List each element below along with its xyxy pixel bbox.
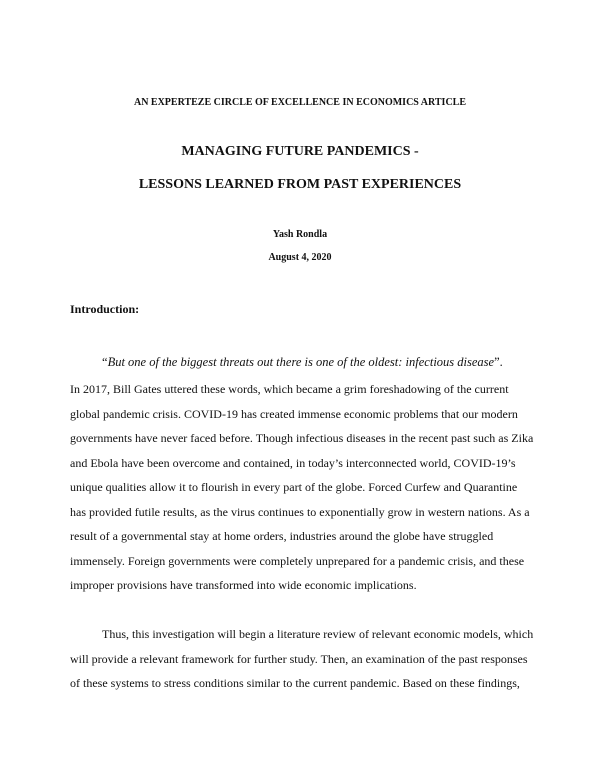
title-line-2: LESSONS LEARNED FROM PAST EXPERIENCES <box>138 177 462 192</box>
paragraph-text: Thus, this investigation will begin a literature review of relevant economic models, which will provide a relevant framework for further study. Then, an examination of the past responses of these systems to stress conditions similar to the current pandemic. Based on these findings, <box>70 627 534 690</box>
section-heading: Introduction: <box>70 302 140 316</box>
paragraph-text: In 2017, Bill Gates uttered these words, which became a grim foreshadowing of the current global pandemic crisis. COVID-19 has created immense economic problems that our modern governments have never faced before. Though infectious diseases in the recent past such as Zika and Ebola have been overcome and contained, in today’s interconnected world, COVID-19’s unique qualities allow it to flourish in every part of the globe. Forced Curfew and Quarantine has provided futile results, as the virus continues to exponentially grow in western nations. As a result of a governmental stay at home orders, industries around the globe have struggled immensely. Foreign governments were completely unprepared for a pandemic crisis, and these improper provisions have transformed into wide economic implications. <box>70 382 534 592</box>
title-line-1: MANAGING FUTURE PANDEMICS - <box>181 144 419 159</box>
quote-open-mark: “ <box>102 355 108 369</box>
quote-text: But one of the biggest threats out there is one of the oldest: infectious disease <box>107 355 495 369</box>
author-name: Yash Rondla <box>272 229 328 240</box>
body-paragraph-1 <box>70 377 535 598</box>
article-kicker: AN EXPERTEZE CIRCLE OF EXCELLENCE IN ECONOMICS ARTICLE <box>133 97 467 108</box>
publication-date: August 4, 2020 <box>268 252 332 263</box>
quote-close-mark: ”. <box>494 355 503 369</box>
opening-quote <box>102 355 503 370</box>
body-paragraph-2 <box>70 622 535 696</box>
